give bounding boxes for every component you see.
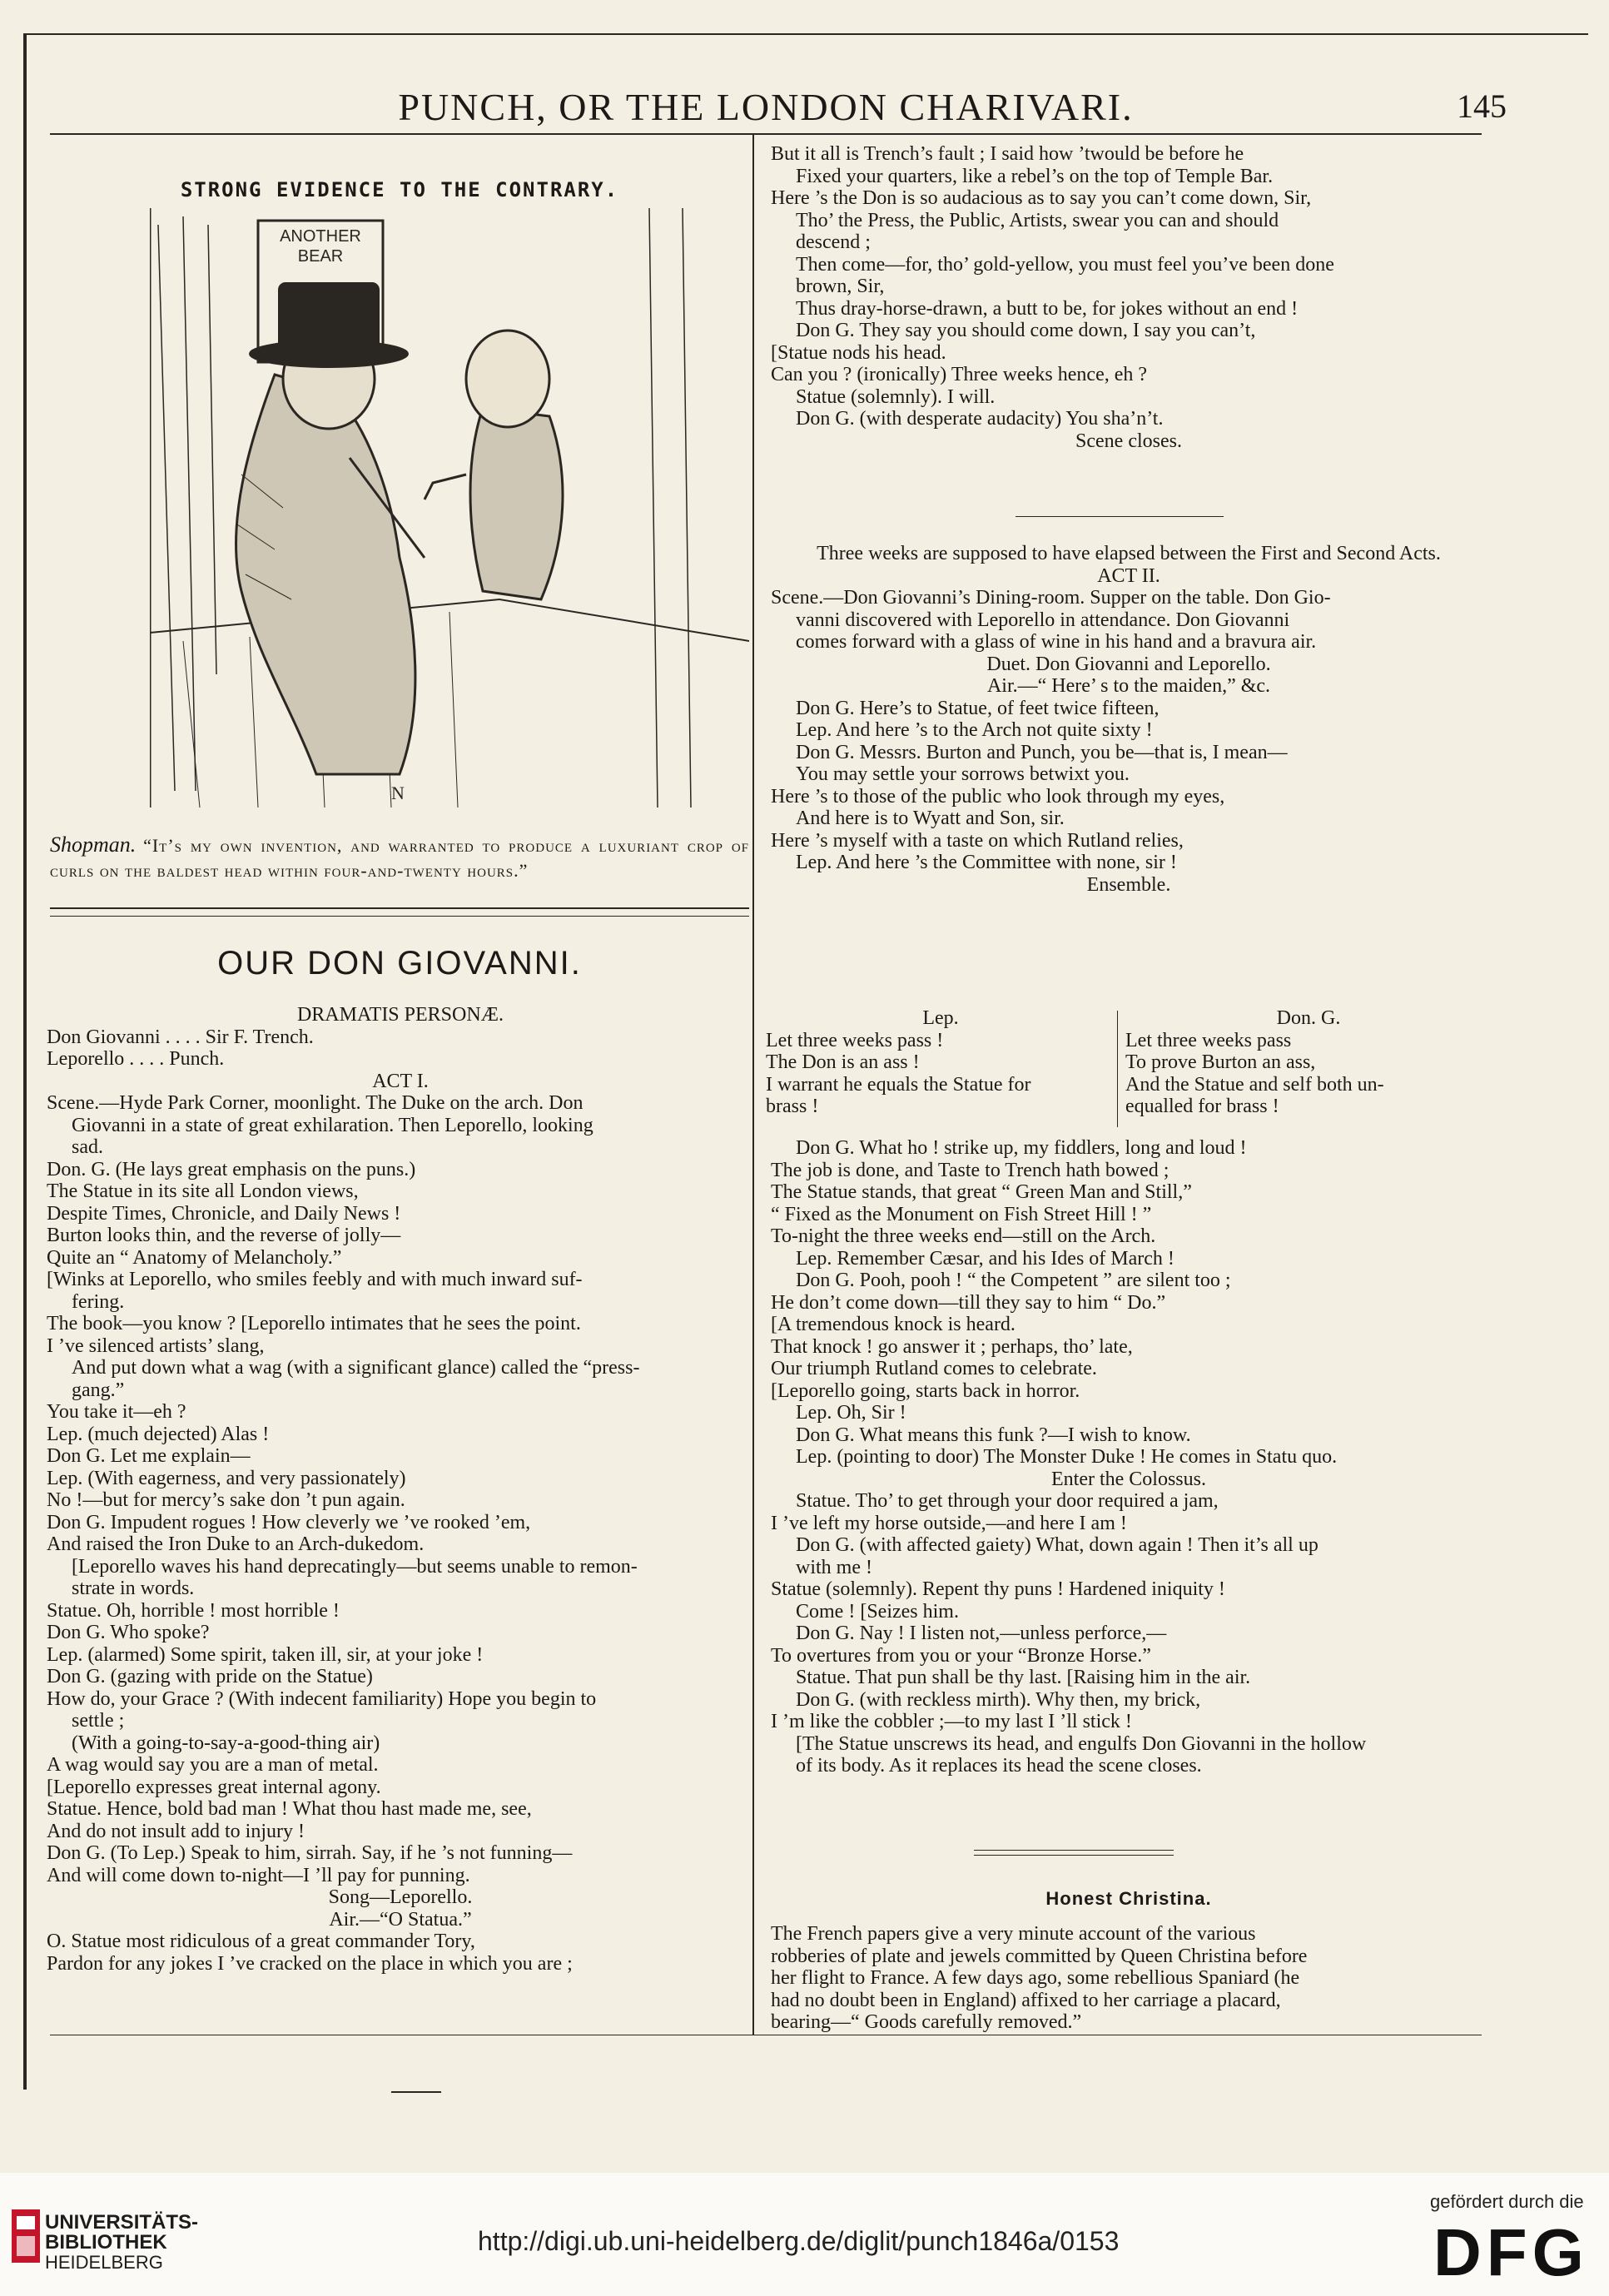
cartoon-title: STRONG EVIDENCE TO THE CONTRARY.	[180, 178, 619, 201]
text-line: No !—but for mercy’s sake don ’t pun again.	[47, 1489, 405, 1511]
text-line: sad.	[72, 1136, 103, 1158]
text-line: [Winks at Leporello, who smiles feebly and with much inward suf-	[47, 1269, 583, 1290]
text-line: And the Statue and self both un-	[1125, 1073, 1384, 1096]
caption-rule-thin	[50, 916, 749, 917]
caption-rule	[50, 907, 749, 909]
text-line: Air.—“ Here’ s to the maiden,” &c.	[986, 675, 1271, 697]
ensemble-right	[1125, 1007, 1492, 1118]
text-line: Pardon for any jokes I ’ve cracked on the place in which you are ;	[47, 1952, 573, 1975]
text-line: How do, your Grace ? (With indecent familiarity) Hope you begin to	[47, 1687, 597, 1710]
text-line: Lep. (alarmed) Some spirit, taken ill, sir, at your joke !	[47, 1643, 484, 1666]
text-line: ACT II.	[1097, 564, 1160, 587]
text-line: Don G. Let me explain—	[47, 1445, 251, 1467]
ensemble-left	[766, 1007, 1115, 1118]
text-line: Come ! [Seizes him.	[796, 1600, 959, 1623]
text-line: Don G. Here’s to Statue, of feet twice fifteen,	[796, 697, 1160, 719]
text-line: [A tremendous knock is heard.	[771, 1314, 1016, 1335]
text-line: Don. G.	[1276, 1007, 1341, 1029]
text-line: Lep. Remember Cæsar, and his Ides of March !	[796, 1247, 1174, 1270]
text-line: I ’ve left my horse outside,—and here I am !	[771, 1512, 1127, 1534]
text-line: Enter the Colossus.	[1051, 1468, 1206, 1490]
text-line: Lep. Oh, Sir !	[796, 1402, 906, 1424]
library-name	[45, 2213, 198, 2273]
text-line: Don G. (with desperate audacity) You sha’n’t.	[796, 408, 1164, 430]
text-line: [The Statue unscrews its head, and engulfs Don Giovanni in the hollow	[796, 1732, 1367, 1755]
text-line: Statue. That pun shall be thy last. [Raising him in the air.	[796, 1667, 1251, 1688]
right-column-text-a	[771, 143, 1487, 452]
text-line: Here ’s the Don is so audacious as to say you can’t come down, Sir,	[771, 187, 1312, 209]
text-line: fering.	[72, 1290, 125, 1313]
text-line: And put down what a wag (with a significant glance) called the “press-	[72, 1357, 640, 1379]
text-line: You may settle your sorrows betwixt you.	[796, 763, 1130, 785]
text-line: That knock ! go answer it ; perhaps, tho’ late,	[771, 1335, 1133, 1358]
text-line: strate in words.	[72, 1578, 195, 1599]
text-line: And do not insult add to injury !	[47, 1820, 305, 1842]
text-line: brown, Sir,	[796, 276, 885, 297]
text-line: Three weeks are supposed to have elapsed between the First and Second Acts.	[817, 543, 1441, 564]
text-line: Don G. Who spoke?	[47, 1622, 210, 1643]
text-line: brass !	[766, 1096, 819, 1117]
text-line: The Statue stands, that great “ Green Man and Still,”	[771, 1181, 1192, 1203]
bottom-mark	[391, 2091, 441, 2093]
text-line: descend ;	[796, 231, 871, 253]
caption-speaker: Shopman.	[50, 832, 137, 857]
text-line: Here ’s to those of the public who look through my eyes,	[771, 785, 1225, 808]
text-line: Don G. (gazing with pride on the Statue)	[47, 1666, 373, 1687]
ensemble-divider	[1117, 1011, 1118, 1127]
text-line: Despite Times, Chronicle, and Daily News !	[47, 1202, 401, 1225]
text-line: settle ;	[72, 1710, 125, 1732]
text-line: Lep. (much dejected) Alas !	[47, 1423, 270, 1445]
text-line: of its body. As it replaces its head the scene closes.	[796, 1755, 1202, 1777]
text-line: I ’ve silenced artists’ slang,	[47, 1334, 265, 1357]
source-url-link[interactable]: http://digi.ub.uni-heidelberg.de/diglit/punch1846a/0153	[478, 2226, 1120, 2256]
cartoon-caption	[50, 832, 749, 883]
article-title-don-giovanni: OUR DON GIOVANNI.	[217, 945, 582, 982]
text-line: [Statue nods his head.	[771, 341, 946, 364]
text-line: Don G. Nay ! I listen not,—unless perforce,—	[796, 1623, 1167, 1644]
library-logo-icon	[12, 2209, 40, 2263]
text-line: Lep. And here ’s the Committee with none, sir !	[796, 852, 1177, 873]
text-line: A wag would say you are a man of metal.	[47, 1754, 379, 1776]
text-line: To-night the three weeks end—still on the Arch.	[771, 1225, 1156, 1247]
text-line: Don. G. (He lays great emphasis on the puns.)	[47, 1158, 416, 1180]
page-border-left	[23, 33, 27, 2090]
text-line: Burton looks thin, and the reverse of jolly—	[47, 1225, 401, 1246]
text-line: DRAMATIS PERSONÆ.	[296, 1004, 504, 1026]
right-column-text-c	[771, 1137, 1487, 1777]
page-border-top	[23, 33, 1588, 35]
artist-signature: N	[391, 783, 405, 803]
text-line: And will come down to-night—I ’ll pay for punning.	[47, 1864, 470, 1886]
dfg-logo: DFG	[1433, 2215, 1589, 2289]
text-line: Lep. And here ’s to the Arch not quite sixty !	[796, 719, 1153, 741]
text-line: O. Statue most ridiculous of a great commander Tory,	[47, 1931, 475, 1952]
text-line: You take it—eh ?	[47, 1401, 186, 1423]
text-line: And here is to Wyatt and Son, sir.	[796, 808, 1065, 829]
text-line: Statue (solemnly). I will.	[796, 385, 996, 408]
text-line: Tho’ the Press, the Public, Artists, swear you can and should	[796, 209, 1279, 231]
sign-text-another: ANOTHER	[280, 227, 361, 246]
text-line: Leporello . . . . Punch.	[47, 1048, 225, 1070]
funded-by-text: gefördert durch die	[1430, 2191, 1584, 2212]
text-line: To prove Burton an ass,	[1125, 1051, 1316, 1073]
right-column-text-b	[771, 543, 1487, 896]
text-line: Quite an “ Anatomy of Melancholy.”	[47, 1246, 342, 1269]
text-line: Fixed your quarters, like a rebel’s on the top of Temple Bar.	[796, 165, 1274, 187]
text-line: Air.—“O Statua.”	[329, 1908, 472, 1931]
text-line: Don G. Impudent rogues ! How cleverly we ’ve rooked ’em,	[47, 1511, 531, 1533]
text-line: bearing—“ Goods carefully removed.”	[771, 2011, 1082, 2033]
text-line: her flight to France. A few days ago, some rebellious Spaniard (he	[771, 1967, 1300, 1989]
sign-text-just: JUST	[300, 319, 341, 337]
text-line: The job is done, and Taste to Trench hath bowed ;	[771, 1159, 1170, 1181]
sign-text-bear: BEAR	[297, 247, 344, 266]
text-line: comes forward with a glass of wine in his hand and a bravura air.	[796, 631, 1317, 653]
section-rule-2	[974, 1850, 1174, 1851]
text-line: “ Fixed as the Monument on Fish Street Hill ! ”	[771, 1203, 1152, 1225]
library-name-line2: BIBLIOTHEK	[45, 2231, 167, 2254]
text-line: Don G. (with affected gaiety) What, down again ! Then it’s all up	[796, 1534, 1318, 1556]
text-line: He don’t come down—till they say to him “ Do.”	[771, 1291, 1166, 1314]
text-line: Don G. They say you should come down, I say you can’t,	[796, 320, 1256, 341]
text-line: Don G. What ho ! strike up, my fiddlers, long and loud !	[796, 1137, 1247, 1159]
text-line: Let three weeks pass	[1125, 1029, 1292, 1051]
page-number: 145	[1457, 87, 1507, 125]
text-line: Scene closes.	[1075, 430, 1182, 452]
text-line: Then come—for, tho’ gold-yellow, you must feel you’ve been done	[796, 253, 1334, 276]
text-line: Duet. Don Giovanni and Leporello.	[986, 653, 1271, 675]
text-line: And raised the Iron Duke to an Arch-dukedom.	[47, 1533, 425, 1555]
library-name-line3: HEIDELBERG	[45, 2252, 163, 2273]
text-line: ACT I.	[372, 1070, 429, 1092]
sign-text-slaughtered: SLAUGHTERED	[276, 340, 365, 354]
text-line: Don G. (To Lep.) Speak to him, sirrah. Say, if he ’s not funning—	[47, 1842, 573, 1864]
text-line: [Leporello expresses great internal agony.	[47, 1776, 381, 1798]
text-line: But it all is Trench’s fault ; I said how ’twould be before he	[771, 143, 1244, 165]
text-line: Lep. (pointing to door) The Monster Duke ! He comes in Statu quo.	[796, 1446, 1338, 1468]
text-line: The French papers give a very minute account of the various	[771, 1923, 1256, 1945]
text-line: Statue. Oh, horrible ! most horrible !	[47, 1599, 340, 1622]
section-rule-1	[1016, 516, 1224, 517]
text-line: The Statue in its site all London views,	[47, 1180, 359, 1202]
text-line: Ensemble.	[1086, 873, 1171, 896]
text-line: Lep.	[922, 1007, 959, 1029]
text-line: Lep. (With eagerness, and very passionately)	[47, 1467, 406, 1489]
text-line: Giovanni in a state of great exhilaration. Then Leporello, looking	[72, 1114, 593, 1136]
text-line: had no doubt been in England) affixed to her carriage a placard,	[771, 1989, 1281, 2011]
text-line: with me !	[796, 1556, 872, 1578]
honest-christina-title: Honest Christina.	[1045, 1888, 1212, 1909]
running-header	[50, 80, 1507, 130]
text-line: Scene.—Hyde Park Corner, moonlight. The Duke on the arch. Don	[47, 1092, 584, 1114]
text-line: [Leporello going, starts back in horror.	[771, 1379, 1080, 1402]
text-line: Don G. Pooh, pooh ! “ the Competent ” are silent too ;	[796, 1270, 1231, 1291]
text-line: robberies of plate and jewels committed by Queen Christina before	[771, 1945, 1308, 1967]
text-line: [Leporello waves his hand deprecatingly—but seems unable to remon-	[72, 1555, 638, 1578]
text-line: Statue. Hence, bold bad man ! What thou hast made me, see,	[47, 1798, 532, 1820]
caption-text: “It’s my own invention, and warranted to produce a luxuriant crop of curls on the baldest head within four-and-twenty hours.”	[50, 835, 749, 881]
text-line: Don Giovanni . . . . Sir F. Trench.	[47, 1026, 314, 1048]
text-line: Let three weeks pass !	[766, 1029, 944, 1051]
text-line: Song—Leporello.	[328, 1886, 473, 1908]
text-line: Can you ? (ironically) Three weeks hence, eh ?	[771, 364, 1148, 385]
text-line: To overtures from you or your “Bronze Horse.”	[771, 1644, 1151, 1667]
text-line: vanni discovered with Leporello in attendance. Don Giovanni	[796, 609, 1290, 631]
text-line: The Don is an ass !	[766, 1051, 920, 1073]
text-line: Statue (solemnly). Repent thy puns ! Hardened iniquity !	[771, 1578, 1225, 1600]
left-column-text	[47, 1004, 754, 1975]
text-line: Our triumph Rutland comes to celebrate.	[771, 1358, 1097, 1379]
header-rule	[50, 133, 1482, 135]
text-line: (With a going-to-say-a-good-thing air)	[72, 1732, 380, 1754]
text-line: I warrant he equals the Statue for	[766, 1073, 1031, 1096]
running-title: PUNCH, OR THE LONDON CHARIVARI.	[398, 86, 1134, 128]
text-line: I ’m like the cobbler ;—to my last I ’ll stick !	[771, 1711, 1132, 1732]
section-rule-3	[974, 1855, 1174, 1856]
text-line: Here ’s myself with a taste on which Rutland relies,	[771, 829, 1184, 852]
library-name-line1: UNIVERSITÄTS-	[45, 2211, 199, 2234]
text-line: equalled for brass !	[1125, 1096, 1279, 1117]
cartoon-illustration	[150, 208, 749, 808]
text-line: Don G. What means this funk ?—I wish to know.	[796, 1424, 1191, 1446]
text-line: gang.”	[72, 1379, 125, 1401]
text-line: Thus dray-horse-drawn, a butt to be, for jokes without an end !	[796, 297, 1299, 320]
text-line: Don G. (with reckless mirth). Why then, my brick,	[796, 1688, 1201, 1711]
text-line: Statue. Tho’ to get through your door required a jam,	[796, 1490, 1219, 1512]
honest-christina-text	[771, 1923, 1487, 2034]
text-line: Don G. Messrs. Burton and Punch, you be—that is, I mean—	[796, 741, 1288, 763]
text-line: Scene.—Don Giovanni’s Dining-room. Supper on the table. Don Gio-	[771, 587, 1331, 609]
text-line: The book—you know ? [Leporello intimates that he sees the point.	[47, 1313, 581, 1334]
